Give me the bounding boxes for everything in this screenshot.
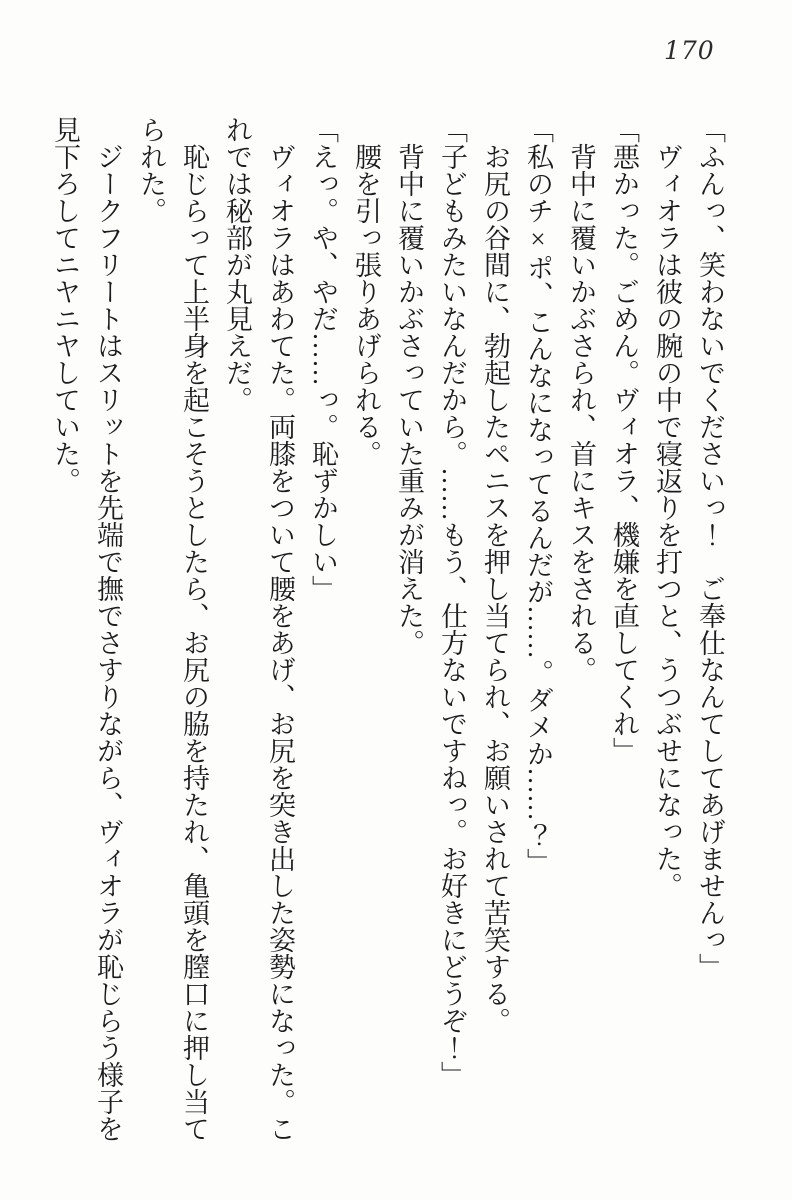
paragraph: ジークフリートはスリットを先端で撫でさすりながら、ヴィオラが恥じらう様子を見下ろしてニヤニヤしていた。 (50, 116, 123, 1142)
text-block (43, 116, 731, 1142)
paragraph: お尻の谷間に、勃起したペニスを押し当てられ、お願いされて苦笑する。 (480, 143, 510, 1034)
page-number: 170 (664, 36, 715, 65)
paragraph: 腰を引っ張りあげられる。 (351, 143, 381, 467)
paragraph: 「ふんっ、笑わないでくださいっ！ ご奉仕なんてしてあげませんっ」 (695, 116, 725, 980)
paragraph: 背中に覆いかぶさっていた重みが消えた。 (394, 143, 424, 656)
paragraph: 「えっ。や、やだ……っ。恥ずかしい」 (308, 116, 338, 602)
paragraph: ヴィオラはあわてた。両膝をついて腰をあげ、お尻を突き出した姿勢になった。これでは秘部が丸見えだ。 (222, 116, 295, 1142)
paragraph: 恥じらって上半身を起こそうとしたら、お尻の脇を持たれ、亀頭を膣口に押し当てられた。 (136, 116, 209, 1142)
paragraph: 「悪かった。ごめん。ヴィオラ、機嫌を直してくれ」 (609, 116, 639, 764)
paragraph: 「私のチ×ポ、こんなになってるんだが……。ダメか……？」 (523, 116, 553, 875)
paragraph: ヴィオラは彼の腕の中で寝返りを打つと、うつぶせになった。 (652, 143, 682, 899)
paragraph: 「子どもみたいなんだから。……もう、仕方ないですねっ。お好きにどうぞ！」 (437, 116, 467, 1088)
paragraph: 背中に覆いかぶさられ、首にキスをされる。 (566, 143, 596, 683)
